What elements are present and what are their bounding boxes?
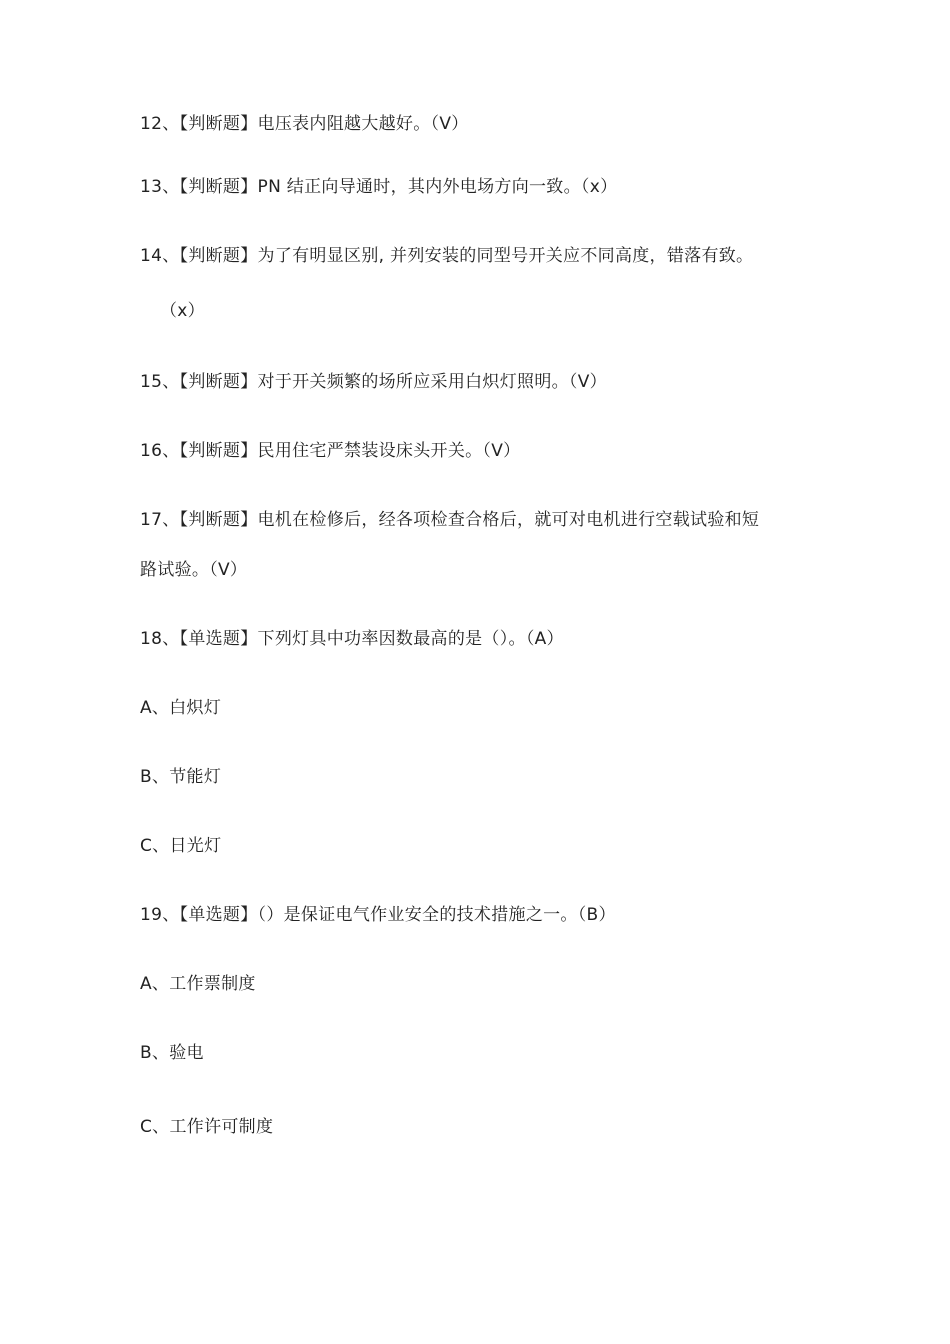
question-15: 15、【判断题】对于开关频繁的场所应采用白炽灯照明。（V） xyxy=(140,372,607,392)
question-18: 18、【单选题】下列灯具中功率因数最高的是（）。（A） xyxy=(140,629,564,649)
question-19: 19、【单选题】（）是保证电气作业安全的技术措施之一。（B） xyxy=(140,905,616,925)
question-14-answer: （x） xyxy=(160,301,205,321)
question-17: 17、【判断题】电机在检修后，经各项检查合格后，就可对电机进行空载试验和短 xyxy=(140,510,760,530)
question-12: 12、【判断题】电压表内阻越大越好。（V） xyxy=(140,114,469,134)
question-17-continued: 路试验。（V） xyxy=(140,560,248,580)
question-16: 16、【判断题】民用住宅严禁装设床头开关。（V） xyxy=(140,441,521,461)
question-14: 14、【判断题】为了有明显区别, 并列安装的同型号开关应不同高度，错落有致。 xyxy=(140,246,754,266)
question-18-option-b: B、节能灯 xyxy=(140,767,222,787)
question-18-option-c: C、日光灯 xyxy=(140,836,222,856)
question-19-option-c: C、工作许可制度 xyxy=(140,1117,274,1137)
question-19-option-b: B、验电 xyxy=(140,1043,204,1063)
question-18-option-a: A、白炽灯 xyxy=(140,698,222,718)
question-13: 13、【判断题】PN 结正向导通时，其内外电场方向一致。（x） xyxy=(140,177,618,197)
question-19-option-a: A、工作票制度 xyxy=(140,974,256,994)
